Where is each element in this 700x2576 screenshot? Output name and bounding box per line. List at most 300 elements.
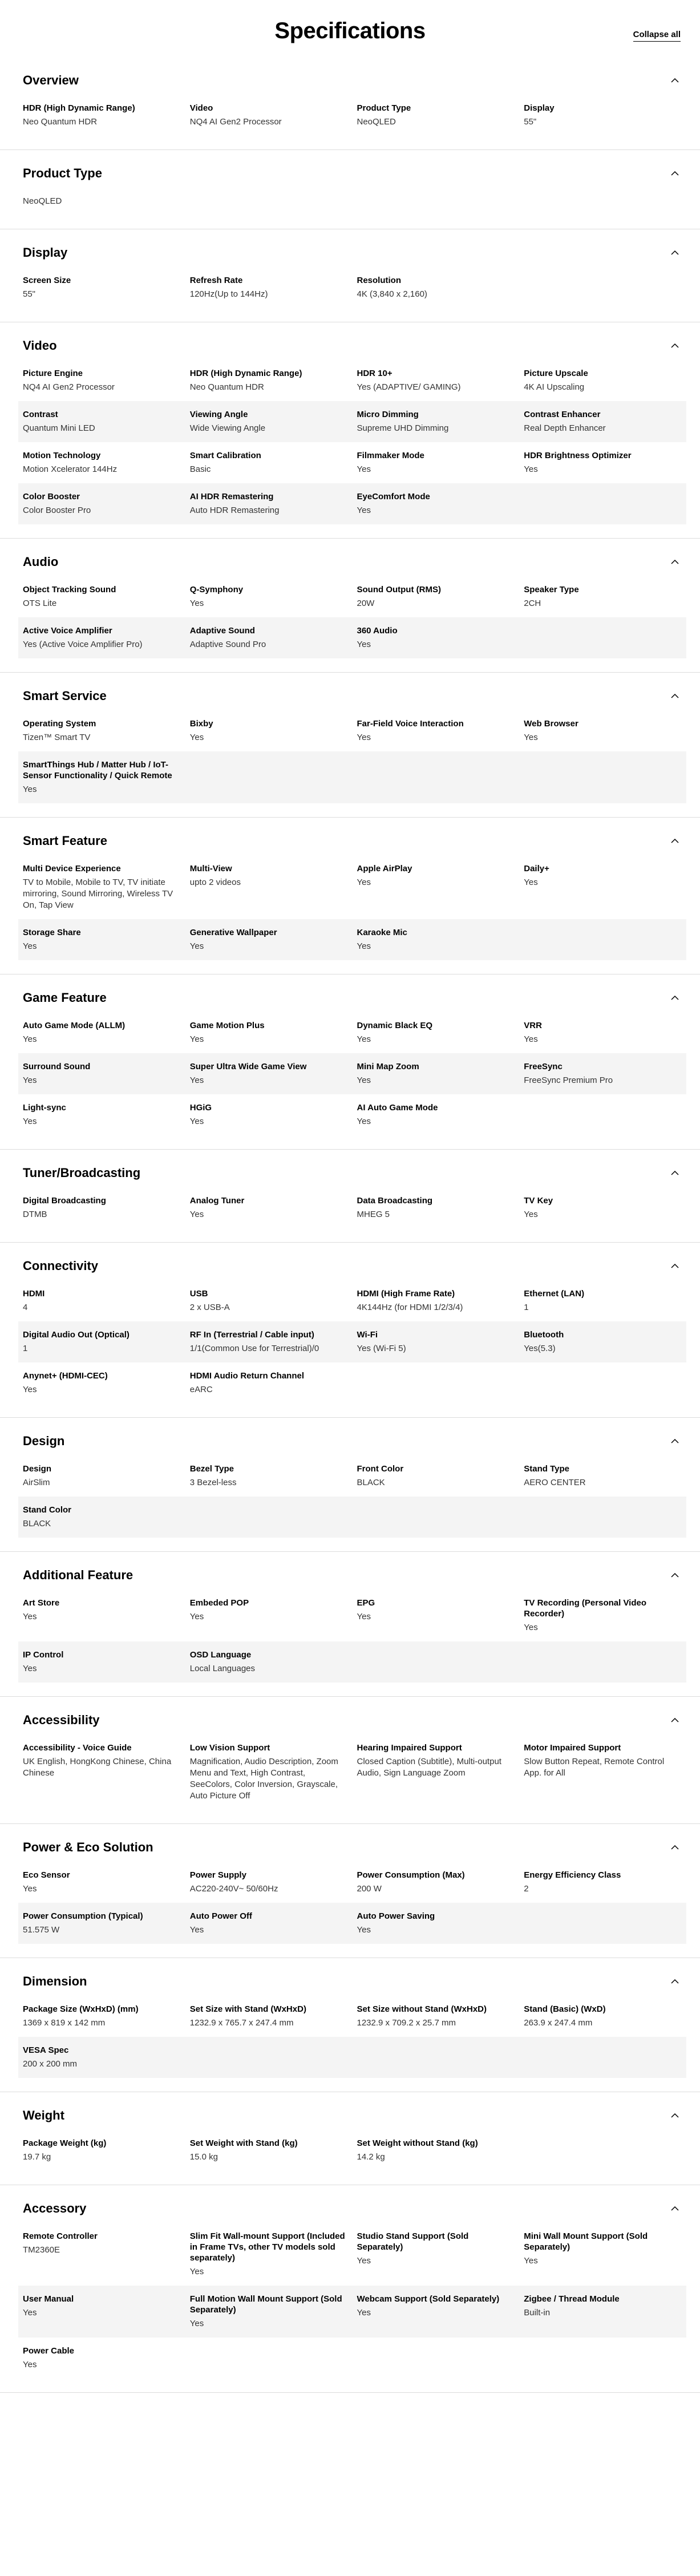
spec-row [23,2223,682,2286]
spec-item [190,491,348,516]
spec-item [23,863,181,911]
spec-label: Set Size with Stand (WxHxD) [189,2004,306,2014]
spec-row [18,751,686,803]
spec-item [23,927,181,952]
spec-label: Surround Sound [23,1062,91,1071]
spec-value: Motion Xcelerator 144Hz [23,464,118,474]
section-accessibility [0,1697,700,1824]
spec-label: Picture Upscale [524,369,588,378]
spec-row [23,1590,682,1641]
spec-item [23,409,181,434]
spec-item [524,1329,682,1354]
spec-row [23,1094,682,1135]
page-title: Specifications [274,18,426,43]
spec-item [357,275,515,300]
spec-row [23,1862,682,1903]
spec-item [357,1061,515,1086]
chevron-up-icon[interactable] [668,1166,682,1180]
section-header[interactable] [23,2185,682,2223]
spec-item [357,2138,515,2163]
spec-item [23,368,181,393]
spec-value: 1/1(Common Use for Terrestrial)/0 [189,1344,319,1353]
spec-value: Yes [189,733,204,742]
spec-value: Yes [357,2308,371,2318]
spec-label: Package Size (WxHxD) (mm) [23,2004,139,2014]
chevron-up-icon[interactable] [668,167,682,180]
spec-item [23,1463,181,1489]
spec-item [357,103,515,128]
spec-row [23,1362,682,1404]
chevron-up-icon[interactable] [668,991,682,1005]
spec-item [23,1061,181,1086]
spec-item [357,1195,515,1220]
spec-value: NeoQLED [23,196,62,206]
section-body [23,1590,682,1696]
spec-label: HDR 10+ [357,369,393,378]
spec-label: OSD Language [189,1650,252,1660]
section-body [23,95,682,149]
chevron-up-icon[interactable] [668,339,682,353]
spec-item [190,1329,348,1354]
spec-value: 20W [357,598,375,608]
spec-label: Mini Wall Mount Support (Sold Separately) [524,2231,648,2252]
spec-value: 55" [524,117,537,127]
chevron-up-icon[interactable] [668,246,682,260]
spec-item [23,2138,181,2163]
spec-value: Yes [189,941,204,951]
section-header[interactable] [23,1552,682,1590]
spec-label: Analog Tuner [189,1196,245,1206]
spec-item [23,1329,181,1354]
spec-value: AirSlim [23,1478,50,1487]
spec-label: Karaoke Mic [357,928,407,937]
spec-item [23,584,181,609]
spec-value: Yes [357,877,371,887]
section-header[interactable] [23,1150,682,1187]
spec-item [190,2004,348,2029]
spec-row [23,95,682,136]
spec-value: Basic [189,464,211,474]
spec-value: 4K AI Upscaling [524,382,585,392]
spec-value: Yes (Wi-Fi 5) [357,1344,406,1353]
spec-item [190,1370,348,1396]
spec-item [190,103,348,128]
spec-item [23,1505,181,1530]
spec-item [23,103,181,128]
spec-item [23,2346,181,2371]
spec-value: UK English, HongKong Chinese, China Chinese [23,1757,172,1778]
chevron-up-icon[interactable] [668,74,682,87]
spec-row [23,710,682,751]
spec-label: Art Store [23,1598,60,1608]
spec-row [23,267,682,308]
section-body [23,710,682,817]
section-header[interactable] [23,322,682,360]
section-header[interactable] [23,974,682,1012]
spec-value: Wide Viewing Angle [189,423,266,433]
section-body [23,2130,682,2185]
spec-label: Energy Efficiency Class [524,1870,621,1880]
spec-item [524,1742,682,1802]
spec-value: MHEG 5 [357,1210,390,1219]
chevron-up-icon[interactable] [668,1568,682,1582]
spec-label: EPG [357,1598,375,1608]
spec-value: OTS Lite [23,598,57,608]
spec-row [18,2037,686,2078]
spec-item [23,718,181,743]
chevron-up-icon[interactable] [668,834,682,848]
spec-value: Yes [189,1925,204,1935]
spec-label: Set Size without Stand (WxHxD) [357,2004,487,2014]
spec-item [23,1102,181,1127]
spec-value: Yes [357,640,371,649]
spec-item [190,927,348,952]
section-power-eco-solution [0,1824,700,1958]
spec-item [190,1649,348,1675]
spec-value: 4K144Hz (for HDMI 1/2/3/4) [357,1303,463,1312]
chevron-up-icon[interactable] [668,2109,682,2122]
chevron-up-icon[interactable] [668,1975,682,1988]
spec-value: upto 2 videos [189,877,241,887]
spec-label: Bluetooth [524,1330,564,1340]
spec-value: Color Booster Pro [23,506,91,515]
spec-value: Yes [524,2256,538,2266]
section-header[interactable] [23,1824,682,1862]
spec-item [357,1870,515,1895]
spec-value: Yes [23,1664,37,1673]
chevron-up-icon[interactable] [668,2202,682,2215]
chevron-up-icon[interactable] [668,1713,682,1727]
spec-row [23,188,682,215]
section-body [23,2223,682,2392]
spec-value: Supreme UHD Dimming [357,423,449,433]
spec-label: Contrast Enhancer [524,410,601,419]
spec-value: 1 [23,1344,28,1353]
spec-label: Video [189,103,213,113]
spec-value: NQ4 AI Gen2 Processor [189,117,282,127]
spec-row [18,2286,686,2338]
spec-value: Yes [357,464,371,474]
spec-value: BLACK [357,1478,385,1487]
spec-row [18,919,686,960]
spec-label: Screen Size [23,276,71,285]
spec-item [524,2231,682,2278]
spec-row [23,2130,682,2171]
spec-row [23,1187,682,1228]
spec-item [357,2294,515,2330]
spec-value: Yes [23,1075,37,1085]
spec-item [23,196,181,207]
section-header[interactable] [23,1697,682,1734]
spec-item [357,450,515,475]
spec-row [18,483,686,524]
spec-label: Mini Map Zoom [357,1062,419,1071]
section-title: Additional Feature [23,1568,133,1582]
spec-value: NQ4 AI Gen2 Processor [23,382,115,392]
spec-label: Webcam Support (Sold Separately) [357,2294,500,2304]
spec-label: Refresh Rate [189,276,243,285]
spec-value: Yes [23,2360,37,2369]
spec-item [23,1911,181,1936]
spec-value: Yes [357,1612,371,1621]
spec-item [190,1195,348,1220]
section-body [23,1455,682,1551]
spec-value: 1232.9 x 709.2 x 25.7 mm [357,2018,456,2028]
spec-item [357,1102,515,1127]
section-title: Dimension [23,1974,87,1988]
spec-label: Stand (Basic) (WxD) [524,2004,606,2014]
spec-label: HDMI [23,1289,45,1299]
spec-label: Design [23,1464,52,1474]
section-smart-feature [0,818,700,974]
spec-label: Low Vision Support [189,1743,270,1753]
spec-item [524,1020,682,1045]
spec-value: Yes [189,598,204,608]
spec-item [23,491,181,516]
section-title: Design [23,1434,65,1448]
spec-value: Yes [357,941,371,951]
spec-value: Yes [23,1884,37,1894]
section-video [0,322,700,539]
spec-label: Remote Controller [23,2231,98,2241]
chevron-up-icon[interactable] [668,1259,682,1273]
spec-value: Yes [23,2308,37,2318]
spec-value: Yes [524,1623,538,1632]
spec-item [23,1742,181,1802]
spec-label: FreeSync [524,1062,563,1071]
spec-value: Quantum Mini LED [23,423,95,433]
section-title: Smart Feature [23,834,107,848]
spec-label: Full Motion Wall Mount Support (Sold Separately) [189,2294,342,2315]
page-header [0,0,700,57]
spec-item [524,450,682,475]
spec-item [357,718,515,743]
spec-label: SmartThings Hub / Matter Hub / IoT-Sensor Functionality / Quick Remote [23,760,172,781]
spec-item [524,1061,682,1086]
spec-item [190,1061,348,1086]
spec-value: Neo Quantum HDR [23,117,98,127]
section-body [23,267,682,322]
spec-item [23,450,181,475]
spec-item [357,2231,515,2278]
spec-value: 15.0 kg [189,2152,218,2162]
spec-value: Yes [189,1117,204,1126]
section-header[interactable] [23,1958,682,1996]
chevron-up-icon[interactable] [668,1841,682,1854]
spec-value: Yes [357,1034,371,1044]
section-title: Weight [23,2108,64,2122]
chevron-up-icon[interactable] [668,689,682,703]
section-title: Accessibility [23,1713,100,1727]
section-dimension [0,1958,700,2092]
spec-value: AC220-240V~ 50/60Hz [189,1884,278,1894]
section-header[interactable] [23,229,682,267]
spec-item [190,718,348,743]
spec-label: Sound Output (RMS) [357,585,441,595]
spec-value: 1 [524,1303,529,1312]
spec-value: Yes [524,464,538,474]
spec-item [357,409,515,434]
section-body [23,1734,682,1823]
spec-row [18,1903,686,1944]
spec-item [357,1288,515,1313]
spec-value: BLACK [23,1519,51,1528]
spec-value: 200 W [357,1884,382,1894]
spec-value: Yes [524,877,538,887]
spec-label: Auto Power Saving [357,1911,435,1921]
spec-label: Bezel Type [189,1464,234,1474]
spec-item [23,275,181,300]
spec-label: User Manual [23,2294,74,2304]
spec-label: Stand Type [524,1464,569,1474]
spec-value: 200 x 200 mm [23,2059,78,2069]
spec-value: TM2360E [23,2245,60,2255]
section-header[interactable] [23,1418,682,1455]
spec-value: Yes [357,506,371,515]
chevron-up-icon[interactable] [668,555,682,569]
spec-value: Tizen™ Smart TV [23,733,91,742]
spec-value: 1369 x 819 x 142 mm [23,2018,106,2028]
spec-label: VESA Spec [23,2045,69,2055]
spec-item [357,2004,515,2029]
spec-row [23,1012,682,1053]
spec-label: Motion Technology [23,451,101,460]
section-connectivity [0,1243,700,1418]
section-title: Video [23,338,57,353]
spec-row [18,401,686,442]
collapse-all-button[interactable]: Collapse all [633,30,681,42]
section-header[interactable] [23,2092,682,2130]
section-title: Audio [23,555,59,569]
section-header[interactable] [23,539,682,576]
spec-item [23,1195,181,1220]
spec-label: Power Consumption (Max) [357,1870,465,1880]
spec-label: Front Color [357,1464,404,1474]
spec-value: 2 [524,1884,529,1894]
spec-value: DTMB [23,1210,47,1219]
section-title: Accessory [23,2201,87,2215]
section-tuner-broadcasting [0,1150,700,1243]
spec-item [23,2004,181,2029]
spec-label: Studio Stand Support (Sold Separately) [357,2231,469,2252]
spec-value: Yes [357,2256,371,2266]
spec-item [190,625,348,650]
section-body [23,188,682,229]
spec-value: 120Hz(Up to 144Hz) [189,289,268,299]
spec-item [190,1742,348,1802]
spec-label: Object Tracking Sound [23,585,116,595]
section-header[interactable] [23,818,682,855]
spec-item [190,1102,348,1127]
spec-value: Yes [23,1612,37,1621]
section-title: Game Feature [23,990,107,1005]
spec-item [357,1911,515,1936]
spec-value: Real Depth Enhancer [524,423,606,433]
spec-value: Yes [189,1034,204,1044]
spec-item [190,450,348,475]
section-header[interactable] [23,150,682,188]
section-weight [0,2092,700,2185]
section-title: Overview [23,73,79,87]
spec-value: 55" [23,289,36,299]
spec-label: Viewing Angle [189,410,248,419]
spec-row [23,855,682,919]
spec-value: 4 [23,1303,28,1312]
section-header[interactable] [23,1243,682,1280]
spec-item [190,863,348,911]
spec-label: Resolution [357,276,401,285]
spec-label: Digital Audio Out (Optical) [23,1330,130,1340]
spec-item [357,625,515,650]
spec-value: Yes [23,784,37,794]
spec-item [190,1288,348,1313]
spec-item [357,368,515,393]
spec-item [524,2294,682,2330]
spec-label: Display [524,103,555,113]
spec-value: TV to Mobile, Mobile to TV, TV initiate mirroring, Sound Mirroring, Wireless TV On, Tap View [23,877,173,910]
spec-item [190,584,348,609]
spec-label: TV Key [524,1196,553,1206]
spec-item [190,2138,348,2163]
section-design [0,1418,700,1552]
spec-item [190,275,348,300]
spec-value: 3 Bezel-less [189,1478,237,1487]
spec-label: Adaptive Sound [189,626,255,636]
spec-label: Picture Engine [23,369,83,378]
spec-label: Web Browser [524,719,578,729]
spec-value: Yes [189,1210,204,1219]
spec-label: VRR [524,1021,542,1030]
spec-row [23,1734,682,1810]
spec-item [357,584,515,609]
spec-value: Built-in [524,2308,551,2318]
section-title: Tuner/Broadcasting [23,1166,141,1180]
spec-label: Storage Share [23,928,81,937]
spec-item [23,1370,181,1396]
section-header[interactable] [23,673,682,710]
spec-row [18,1641,686,1683]
spec-item [524,1463,682,1489]
spec-label: Product Type [357,103,411,113]
spec-label: Hearing Impaired Support [357,1743,462,1753]
spec-label: IP Control [23,1650,64,1660]
section-overview [0,57,700,150]
spec-label: Light-sync [23,1103,66,1113]
spec-label: Q-Symphony [189,585,244,595]
section-accessory [0,2185,700,2393]
spec-item [524,1195,682,1220]
spec-label: Set Weight with Stand (kg) [189,2138,298,2148]
section-body [23,576,682,672]
spec-row [23,576,682,617]
spec-value: 19.7 kg [23,2152,51,2162]
spec-label: Zigbee / Thread Module [524,2294,620,2304]
section-header[interactable] [23,57,682,95]
spec-value: Yes [189,1612,204,1621]
spec-item [23,625,181,650]
chevron-up-icon[interactable] [668,1434,682,1448]
spec-value: Closed Caption (Subtitle), Multi-output Audio, Sign Language Zoom [357,1757,501,1778]
spec-value: Yes [357,733,371,742]
spec-value: Magnification, Audio Description, Zoom Menu and Text, High Contrast, SeeColors, Color Inversion, Grayscale, Auto Picture Off [189,1757,338,1801]
spec-value: Yes [189,2267,204,2276]
spec-item [357,927,515,952]
spec-label: HDMI Audio Return Channel [189,1371,305,1381]
spec-item [190,368,348,393]
spec-item [524,1870,682,1895]
spec-value: Yes [357,1925,371,1935]
spec-label: Micro Dimming [357,410,419,419]
